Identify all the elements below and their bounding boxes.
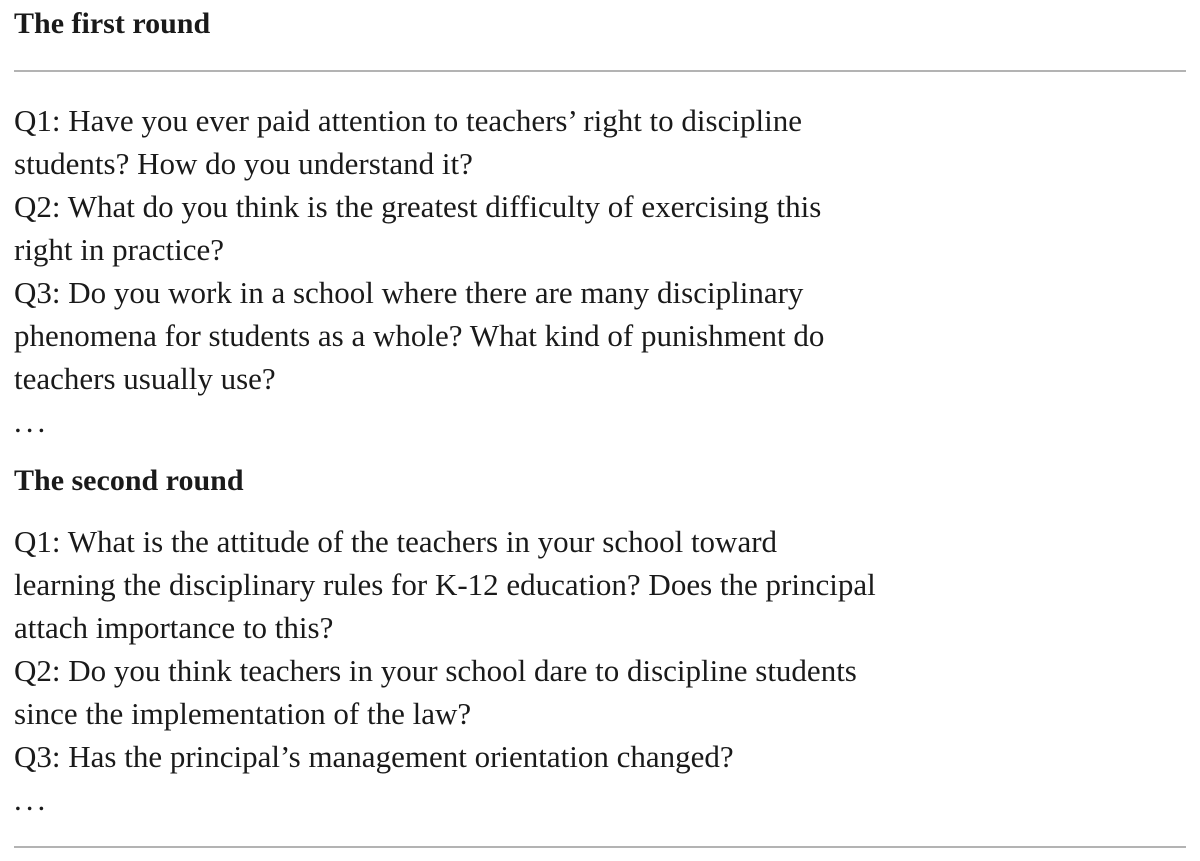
second-round-ellipsis: ...: [14, 782, 50, 817]
first-round-line: Q2: What do you think is the greatest difficulty of exercising this: [14, 189, 822, 224]
first-round-line: students? How do you understand it?: [14, 146, 473, 181]
first-round-heading: The first round: [14, 7, 211, 40]
second-round-line: Q1: What is the attitude of the teachers in your school toward: [14, 524, 778, 559]
first-round-questions: [14, 99, 1014, 443]
second-round-line: since the implementation of the law?: [14, 696, 472, 731]
second-round-line: Q2: Do you think teachers in your school dare to discipline students: [14, 653, 857, 688]
top-divider: [14, 70, 1186, 72]
bottom-divider: [14, 846, 1186, 848]
second-round-line: learning the disciplinary rules for K-12 education? Does the principal: [14, 567, 876, 602]
second-round-line: Q3: Has the principal’s management orientation changed?: [14, 739, 734, 774]
first-round-line: phenomena for students as a whole? What kind of punishment do: [14, 318, 825, 353]
first-round-line: Q3: Do you work in a school where there are many disciplinary: [14, 275, 804, 310]
first-round-line: right in practice?: [14, 232, 225, 267]
first-round-ellipsis: ...: [14, 404, 50, 439]
second-round-line: attach importance to this?: [14, 610, 334, 645]
first-round-line: teachers usually use?: [14, 361, 276, 396]
second-round-heading: The second round: [14, 464, 244, 497]
second-round-questions: [14, 520, 1014, 821]
first-round-line: Q1: Have you ever paid attention to teachers’ right to discipline: [14, 103, 802, 138]
